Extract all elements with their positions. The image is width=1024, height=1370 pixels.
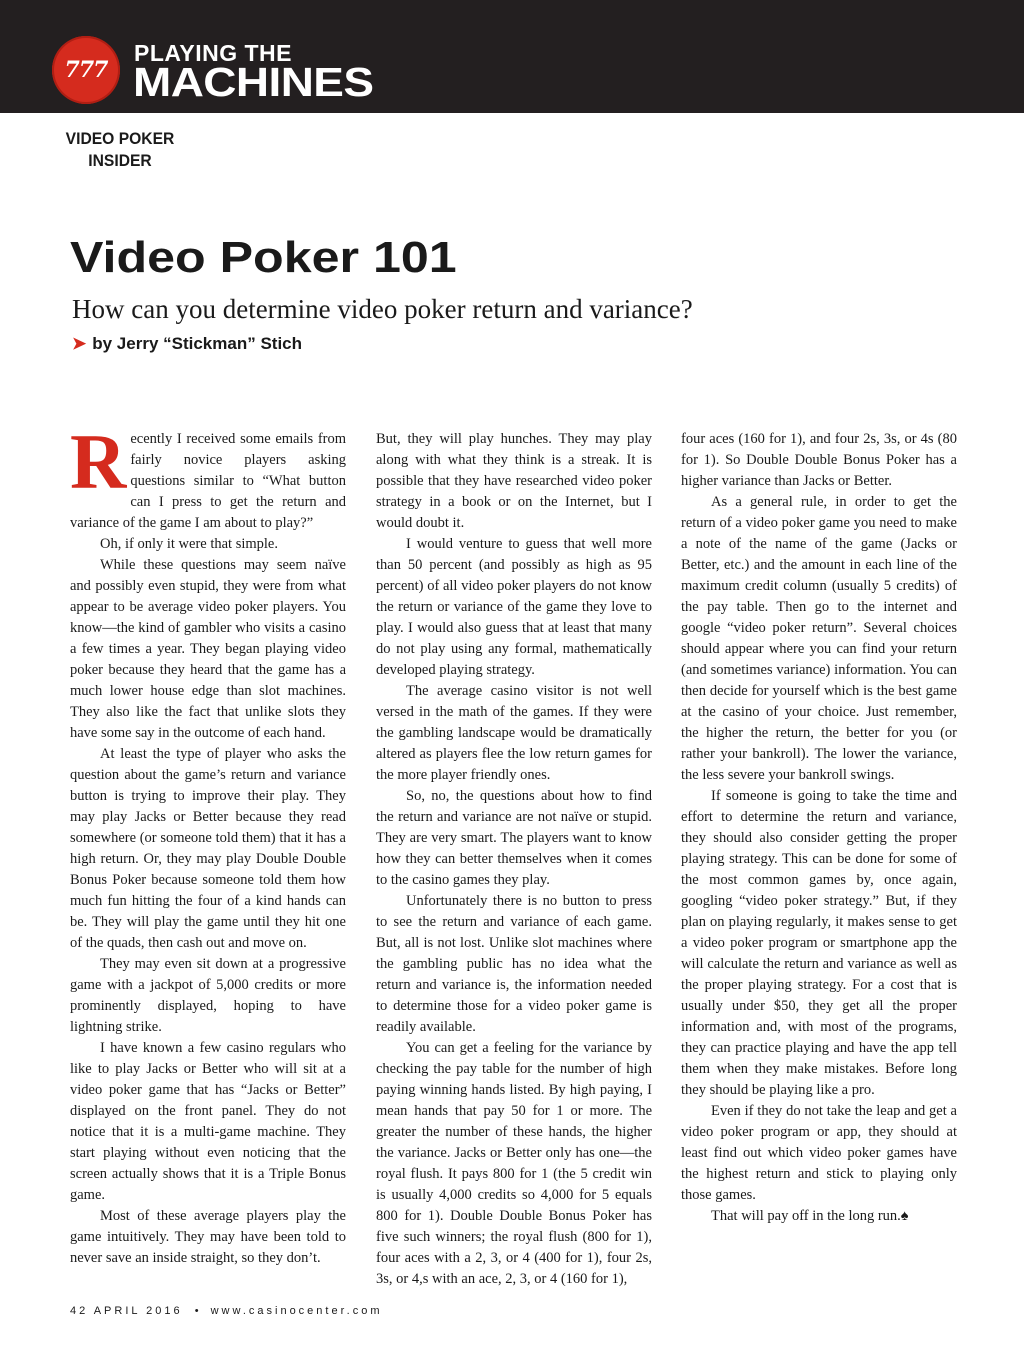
paragraph: If someone is going to take the time and effort to determine the return and variance, they should also consider getting the proper playing strategy. This can be done for some of the most common games by, once again, googling “video poker strategy.” But, if they plan on playing regularly, it makes sense to get a video poker program or smartphone app the will calculate the return and variance as well as the proper playing strategy. For a cost that is usually under $50, they get all the proper information and, with most of the programs, they can practice playing and have the app tell them when they make mistakes. Before long they should be playing like a pro. <box>681 788 957 1098</box>
masthead <box>0 0 1024 113</box>
paragraph: four aces (160 for 1), and four 2s, 3s, or 4s (80 for 1). So Double Double Bonus Poker has a higher variance than Jacks or Better. <box>681 431 957 489</box>
paragraph-text: ecently I received some emails from fairly novice players asking questions similar to “What button can I press to get the return and variance of the game I am about to play?” <box>70 431 346 531</box>
paragraph: Oh, if only it were that simple. <box>100 536 278 552</box>
section-label <box>65 128 175 172</box>
byline-text: by Jerry “Stickman” Stich <box>92 334 303 353</box>
paragraph: You can get a feeling for the variance by checking the pay table for the number of high paying winning hands listed. By high paying, I mean hands that pay 50 for 1 or more. The greater the number of these hands, the higher the variance. Jacks or Better only has one—the royal flush. It pays 800 for 1 (the 5 credit win is usually 4,000 credits so 4,000 for 5 equals 800 for 1). Double Double Bonus Poker has five such winners; the royal flush (800 for 1), four aces with a 2, 3, or 4 (400 for 1), four 2s, 3s, or 4,s with an ace, 2, 3, or 4 (160 for 1), <box>376 1040 652 1287</box>
article-title: Video Poker 101 <box>70 233 457 282</box>
article-column-2 <box>376 429 652 1290</box>
section-label-line1: VIDEO POKER <box>65 129 175 148</box>
article-column-3 <box>681 429 957 1227</box>
paragraph: That will pay off in the long run.♠ <box>711 1208 909 1224</box>
paragraph: Unfortunately there is no button to press to see the return and variance of each game. But, all is not lost. Unlike slot machines where the gambling public has no idea what the return and variance is, the information needed to determine those for a video poker game is readily available. <box>376 893 652 1035</box>
article-column-1 <box>70 418 346 1269</box>
issue-date: APRIL 2016 <box>93 1305 183 1317</box>
777-logo-badge: 777 <box>52 36 120 104</box>
byline <box>72 333 302 355</box>
paragraph: As a general rule, in order to get the return of a video poker game you need to make a note of the name of the game (Jacks or Better, etc.) and the amount in each line of the maximum credit column (usually 5 credits) of the pay table. Then go to the internet and google “video poker return”. Several choices should appear where you can find your return (and sometimes variance) information. You can then decide for yourself which is the best game at the casino of your choice. Just remember, the higher the return, the better for you (or rather your bankroll). The lower the variance, the less severe your bankroll swings. <box>681 494 957 783</box>
paragraph: While these questions may seem naïve and possibly even stupid, they were from what appear to be average video poker players. You know—the kind of gambler who visits a casino a few times a year. They began playing video poker because they heard that the game has a much lower house edge than slot machines. They also like the fact that unlike slots they have some say in the outcome of each hand. <box>70 557 346 741</box>
masthead-title: MACHINES <box>133 59 374 105</box>
paragraph: I would venture to guess that well more than 50 percent (and possibly as high as 95 percent) of all video poker players do not know the return or variance of the game they love to play. I would also guess that at least that many do not play using any formal, mathematically developed playing strategy. <box>376 536 652 678</box>
paragraph: At least the type of player who asks the question about the game’s return and variance button is trying to improve their play. They may play Jacks or Better because they read somewhere (or someone told them) that it has a high return. Or, they may play Double Double Bonus Poker because someone told them how much fun hitting the four of a kind hands can be. They will play the game until they hit one of the quads, then cash out and move on. <box>70 746 346 951</box>
page-footer <box>70 1305 383 1317</box>
paragraph: Even if they do not take the leap and get a video poker program or app, they should at least find out which video poker games have the highest return and stick to playing only those games. <box>681 1103 957 1203</box>
section-label-line2: INSIDER <box>88 151 152 170</box>
paragraph: The average casino visitor is not well versed in the math of the games. If they were the gambling landscape would be dramatically altered as players flee the low return games for the more player friendly ones. <box>376 683 652 783</box>
paragraph: So, no, the questions about how to find the return and variance are not naïve or stupid. They are very smart. The players want to know how they can better themselves when it comes to the casino games they play. <box>376 788 652 888</box>
paragraph: I have known a few casino regulars who like to play Jacks or Better who will sit at a video poker game that has “Jacks or Better” displayed on the front panel. They do not notice that it is a multi-game machine. They start playing without even noticing that the screen actually shows that it is a Triple Bonus game. <box>70 1040 346 1203</box>
website-url: www.casinocenter.com <box>210 1305 383 1317</box>
article-subtitle: How can you determine video poker return and variance? <box>72 294 693 324</box>
bullet-separator: • <box>194 1305 199 1317</box>
paragraph: Most of these average players play the game intuitively. They may have been told to never save an inside straight, so they don’t. <box>70 1208 346 1266</box>
masthead-kicker: PLAYING THE <box>134 40 293 66</box>
arrow-right-icon: ➤ <box>72 334 87 353</box>
drop-cap: R <box>70 418 127 505</box>
paragraph <box>70 418 346 534</box>
paragraph: But, they will play hunches. They may play along with what they think is a streak. It is possible that they have researched video poker strategy in a book or on the Internet, but I would doubt it. <box>376 431 652 531</box>
paragraph: They may even sit down at a progressive game with a jackpot of 5,000 credits or more prominently displayed, hoping to have lightning strike. <box>70 956 346 1035</box>
page-number: 42 <box>70 1305 89 1317</box>
